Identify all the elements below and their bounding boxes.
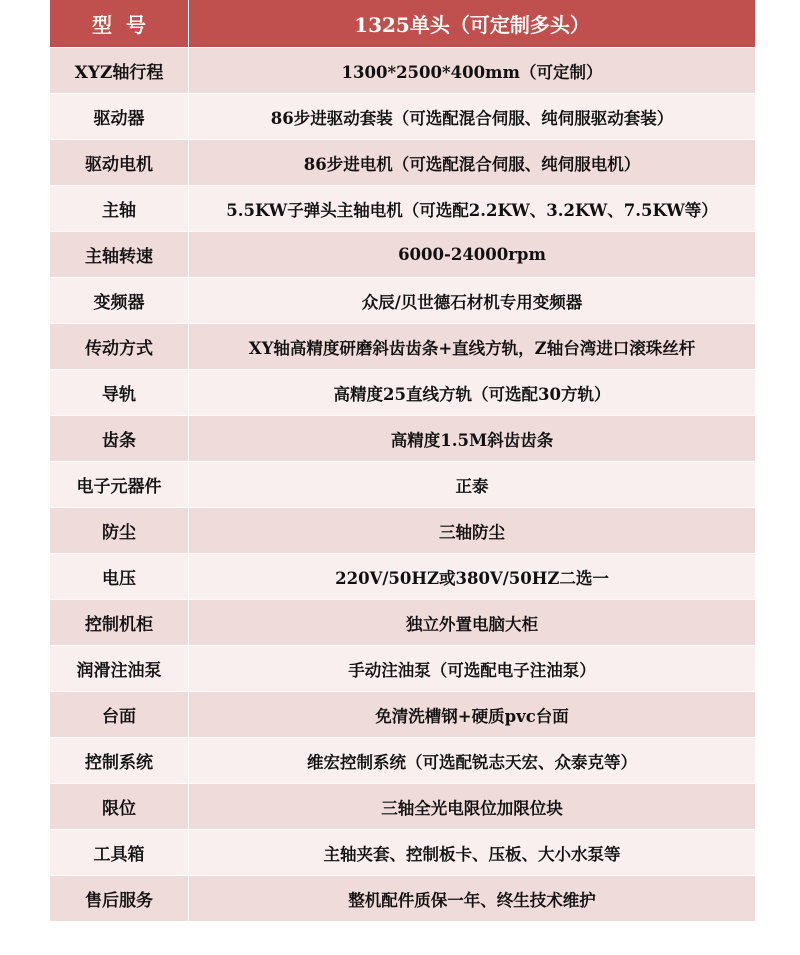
spec-label: 主轴转速 <box>50 232 189 278</box>
spec-row-xyz-travel <box>50 48 755 94</box>
spec-value: 86步进电机（可选配混合伺服、纯伺服电机） <box>189 140 756 186</box>
spec-row-dustproof <box>50 508 755 554</box>
spec-row-guide-rail <box>50 370 755 416</box>
spec-value: 5.5KW子弹头主轴电机（可选配2.2KW、3.2KW、7.5KW等） <box>189 186 756 232</box>
spec-label: 台面 <box>50 692 189 738</box>
spec-label: 电压 <box>50 554 189 600</box>
spec-value: 220V/50HZ或380V/50HZ二选一 <box>189 554 756 600</box>
spec-label: 润滑注油泵 <box>50 646 189 692</box>
spec-row-spindle-speed <box>50 232 755 278</box>
spec-label: 传动方式 <box>50 324 189 370</box>
spec-label: 工具箱 <box>50 830 189 876</box>
spec-row-voltage <box>50 554 755 600</box>
spec-label: 驱动电机 <box>50 140 189 186</box>
spec-value: 维宏控制系统（可选配锐志天宏、众泰克等） <box>189 738 756 784</box>
spec-table <box>50 0 755 922</box>
spec-row-after-sales <box>50 876 755 922</box>
spec-value: 三轴防尘 <box>189 508 756 554</box>
header-row <box>50 0 755 48</box>
spec-value: 众辰/贝世德石材机专用变频器 <box>189 278 756 324</box>
spec-row-electronics <box>50 462 755 508</box>
spec-row-toolbox <box>50 830 755 876</box>
spec-row-rack <box>50 416 755 462</box>
spec-label: XYZ轴行程 <box>50 48 189 94</box>
header-model-value: 1325单头（可定制多头） <box>189 0 756 48</box>
spec-row-table-surface <box>50 692 755 738</box>
spec-label: 控制机柜 <box>50 600 189 646</box>
spec-label: 主轴 <box>50 186 189 232</box>
spec-value: 手动注油泵（可选配电子注油泵） <box>189 646 756 692</box>
spec-value: 三轴全光电限位加限位块 <box>189 784 756 830</box>
spec-value: 独立外置电脑大柜 <box>189 600 756 646</box>
spec-value: 86步进驱动套装（可选配混合伺服、纯伺服驱动套装） <box>189 94 756 140</box>
spec-value: 6000-24000rpm <box>189 232 756 278</box>
header-label: 型号 <box>50 0 189 48</box>
spec-value: 1300*2500*400mm（可定制） <box>189 48 756 94</box>
spec-label: 变频器 <box>50 278 189 324</box>
spec-row-inverter <box>50 278 755 324</box>
spec-value: XY轴高精度研磨斜齿齿条+直线方轨，Z轴台湾进口滚珠丝杆 <box>189 324 756 370</box>
spec-label: 齿条 <box>50 416 189 462</box>
spec-label: 售后服务 <box>50 876 189 922</box>
spec-value: 免清洗槽钢+硬质pvc台面 <box>189 692 756 738</box>
spec-label: 防尘 <box>50 508 189 554</box>
spec-value: 高精度1.5M斜齿齿条 <box>189 416 756 462</box>
spec-row-control-system <box>50 738 755 784</box>
spec-label: 控制系统 <box>50 738 189 784</box>
spec-row-control-cabinet <box>50 600 755 646</box>
spec-row-limit <box>50 784 755 830</box>
spec-value: 整机配件质保一年、终生技术维护 <box>189 876 756 922</box>
spec-label: 限位 <box>50 784 189 830</box>
spec-value: 主轴夹套、控制板卡、压板、大小水泵等 <box>189 830 756 876</box>
spec-row-drive-motor <box>50 140 755 186</box>
spec-row-driver <box>50 94 755 140</box>
spec-row-lubrication-pump <box>50 646 755 692</box>
spec-value: 高精度25直线方轨（可选配30方轨） <box>189 370 756 416</box>
spec-label: 电子元器件 <box>50 462 189 508</box>
spec-row-spindle <box>50 186 755 232</box>
spec-label: 导轨 <box>50 370 189 416</box>
spec-value: 正泰 <box>189 462 756 508</box>
spec-row-transmission <box>50 324 755 370</box>
spec-label: 驱动器 <box>50 94 189 140</box>
